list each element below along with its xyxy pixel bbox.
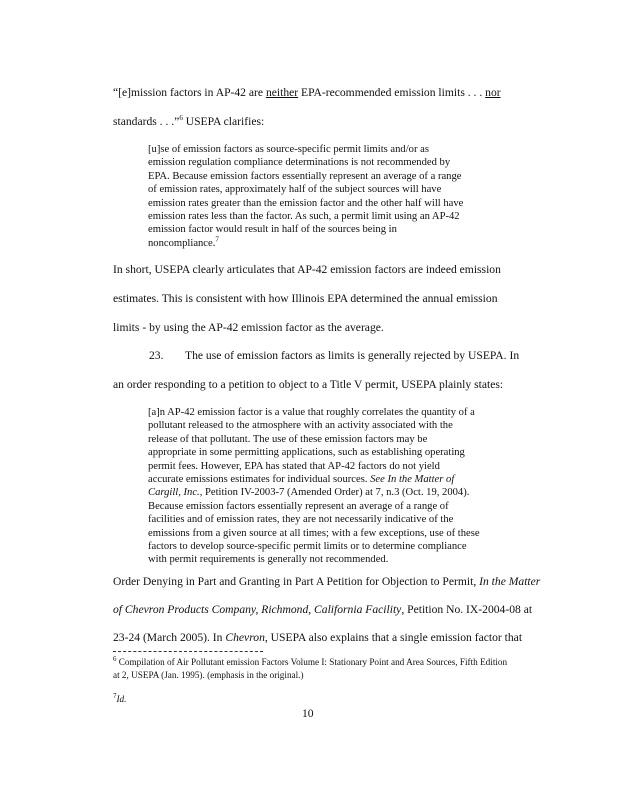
quote2-line-citation-end: Cargill, Inc., Petition IV-2003-7 (Amended Order) at 7, n.3 (Oct. 19, 2004).	[148, 487, 470, 499]
para4-line2: of Chevron Products Company, Richmond, California Facility, Petition No. IX-2004-08 at	[113, 603, 533, 616]
footnote-ref-6: 6	[179, 114, 183, 123]
chevron-short-cite: Chevron	[225, 631, 265, 644]
quote1-line: emission rates less than the factor. As such, a permit limit using an AP-42	[148, 211, 460, 223]
para3-line2: an order responding to a petition to object to a Title V permit, USEPA plainly states:	[113, 378, 504, 391]
para4-line3: 23-24 (March 2005). In Chevron, USEPA also explains that a single emission factor that	[113, 631, 523, 644]
quote1-line: emission regulation compliance determinations is not recommended by	[148, 157, 451, 169]
para2-line2: estimates. This is consistent with how Illinois EPA determined the annual emission	[113, 292, 498, 305]
para1-line2-a: standards . . .”	[113, 115, 180, 128]
para2-line1: In short, USEPA clearly articulates that AP-42 emission factors are indeed emission	[113, 263, 501, 276]
quote2-line: with permit requirements is generally not recommended.	[148, 554, 389, 566]
footnote-7: $^7$Id.	[113, 691, 127, 704]
quote1-line: [u]se of emission factors as source-specific permit limits and/or as	[148, 144, 429, 155]
chevron-case-cite-start: In the Matter	[479, 575, 541, 588]
quote1-line: of emission rates, approximately half of the subject sources will have	[148, 184, 442, 196]
quote1-line: EPA. Because emission factors essentially represent an average of a range	[148, 170, 462, 182]
quote2-line: permit fees. However, EPA has stated that AP-42 factors do not yield	[148, 460, 440, 472]
para3-number: 23.	[149, 349, 164, 362]
quote1-line: emission rates greater than the emission factor and the other half will have	[148, 197, 464, 209]
quote1-line: emission factor would result in half of the sources being in	[148, 224, 397, 236]
para1-line2-b: USEPA clarifies:	[182, 115, 265, 128]
para2-line3: limits - by using the AP-42 emission factor as the average.	[113, 321, 384, 334]
footnote-ref-7: 7	[215, 235, 219, 244]
footnote-6: $^6$ Compilation of Air Pollutant emission Factors Volume I: Stationary Point and Area Sources, Fifth Edition	[113, 654, 508, 667]
quote2-line: facilities and of emission rates, they are not necessarily indicative of the	[148, 514, 454, 526]
para3-line1: The use of emission factors as limits is generally rejected by USEPA. In	[185, 349, 520, 362]
quote2-line: Because emission factors essentially represent an average of a range of	[148, 500, 449, 512]
quote2-line-citation-start: accurate emissions estimates for individual sources. See In the Matter of	[148, 474, 455, 486]
para1-nor: nor	[485, 86, 501, 99]
para1-line1	[113, 86, 501, 99]
para4-line1: Order Denying in Part and Granting in Part A Petition for Objection to Permit, In the Matter	[113, 575, 541, 588]
quote2-line: emissions from a given source at all times; with a few exceptions, use of these	[148, 527, 480, 539]
footnote-6-cont: at 2, USEPA (Jan. 1995). (emphasis in the original.)	[113, 670, 304, 680]
quote2-line: factors to develop source-specific permit limits or to determine compliance	[148, 541, 467, 553]
quote2-line: appropriate in some permitting applications, such as establishing operating	[148, 447, 465, 459]
quote2-line: [a]n AP-42 emission factor is a value that roughly correlates the quantity of a	[148, 407, 475, 418]
para1-line1-b: EPA-recommended emission limits . . .	[298, 86, 486, 99]
para1-line1-a: “[e]mission factors in AP-42 are	[113, 86, 266, 99]
para1-line2	[113, 115, 264, 128]
block-quote-1	[148, 143, 463, 250]
para1-neither: neither	[265, 86, 299, 99]
footnote-6-mark: 6	[113, 654, 117, 663]
quote2-line: pollutant released to the atmosphere with an activity associated with the	[148, 420, 453, 432]
quote1-last-line: noncompliance.$^7$	[148, 235, 219, 249]
footnote-separator	[113, 651, 263, 652]
chevron-case-cite-end: of Chevron Products Company, Richmond, California Facility	[113, 603, 402, 616]
page-number: 10	[302, 707, 314, 720]
block-quote-2	[148, 406, 480, 567]
see-cite: See In the Matter of	[370, 474, 455, 486]
cargill-cite: Cargill, Inc.	[148, 487, 200, 499]
footnote-7-mark: 7	[113, 691, 117, 700]
quote2-line: release of that pollutant. The use of these emission factors may be	[148, 433, 428, 445]
